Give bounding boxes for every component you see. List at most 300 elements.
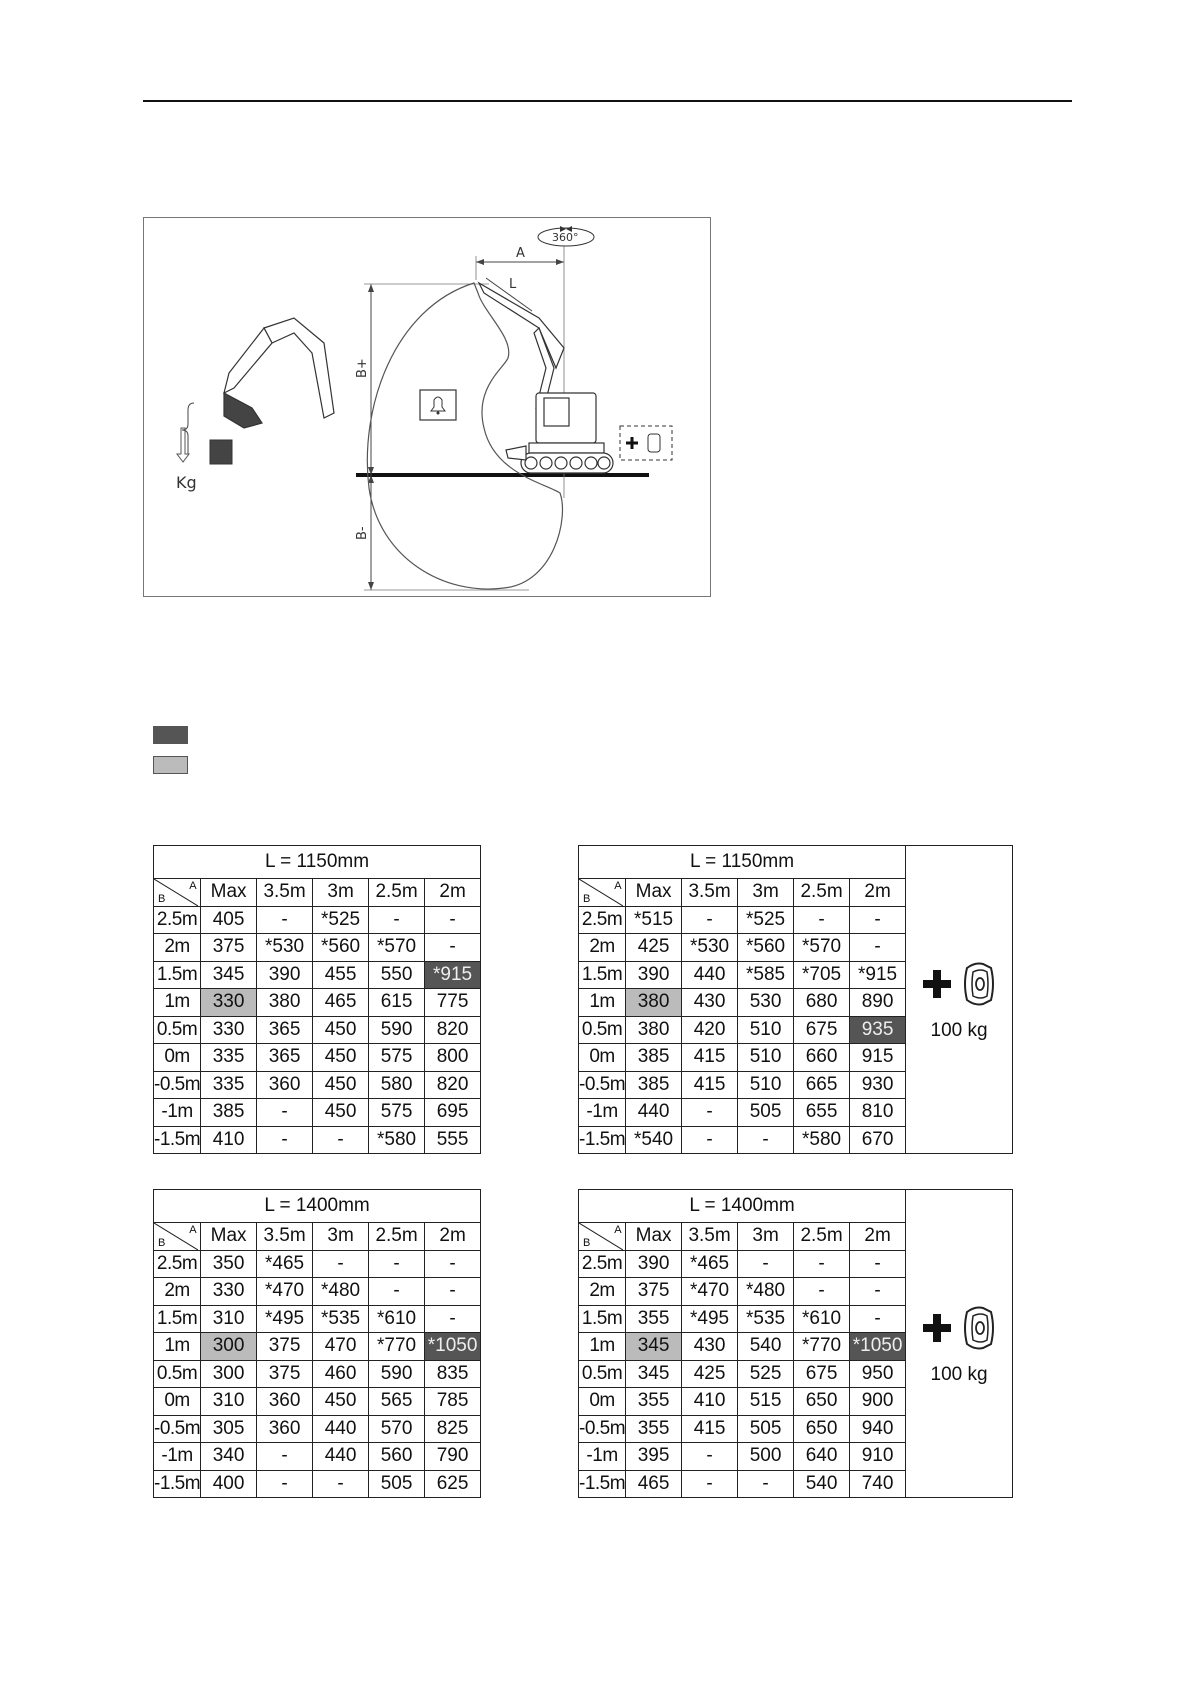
load-value-cell: *585 [738, 961, 794, 989]
load-value-cell: 615 [369, 989, 425, 1017]
load-value-cell: 390 [626, 1250, 682, 1278]
load-value-cell: 310 [201, 1305, 257, 1333]
load-value-cell: - [369, 906, 425, 934]
row-height-label: 2m [154, 1278, 201, 1306]
load-value-cell: 800 [425, 1044, 481, 1072]
load-value-cell: *525 [313, 906, 369, 934]
load-value-cell: 360 [257, 1415, 313, 1443]
load-value-cell: 450 [313, 1016, 369, 1044]
row-height-label: 0m [154, 1388, 201, 1416]
load-value-cell: *495 [257, 1305, 313, 1333]
load-value-cell: 510 [738, 1044, 794, 1072]
load-value-cell: 950 [850, 1360, 906, 1388]
load-value-cell: 360 [257, 1071, 313, 1099]
load-value-cell: 365 [257, 1016, 313, 1044]
load-value-cell: - [369, 1278, 425, 1306]
legend-dark-swatch [153, 726, 188, 744]
column-header: 2.5m [794, 1223, 850, 1251]
load-value-cell: - [850, 1278, 906, 1306]
row-height-label: -0.5m [154, 1071, 201, 1099]
load-value-cell: 450 [313, 1044, 369, 1072]
corner-a-label: A [614, 880, 622, 892]
load-value-cell: - [425, 1305, 481, 1333]
load-value-cell: 440 [313, 1415, 369, 1443]
excavator-lift-illustration [144, 218, 710, 596]
load-value-cell: 455 [313, 961, 369, 989]
table-row [154, 961, 481, 989]
row-height-label: -1m [579, 1443, 626, 1471]
load-value-cell: 415 [682, 1415, 738, 1443]
counterweight-cell [906, 1190, 1013, 1498]
load-value-cell: 525 [738, 1360, 794, 1388]
axis-corner-cell [579, 879, 626, 907]
column-header: 3m [313, 879, 369, 907]
load-value-cell: 505 [369, 1470, 425, 1498]
load-value-cell: 660 [794, 1044, 850, 1072]
load-value-cell: 425 [626, 934, 682, 962]
column-header: 3.5m [682, 879, 738, 907]
load-value-cell: *1050 [425, 1333, 481, 1361]
load-value-cell: - [850, 934, 906, 962]
load-value-cell: 565 [369, 1388, 425, 1416]
load-value-cell: 550 [369, 961, 425, 989]
table-title: L = 1150mm [154, 846, 481, 879]
load-value-cell: *530 [682, 934, 738, 962]
load-value-cell: 415 [682, 1071, 738, 1099]
table-row [154, 1278, 481, 1306]
load-value-cell: 375 [626, 1278, 682, 1306]
load-table-1150-counterweight [578, 845, 1013, 1154]
load-value-cell: - [738, 1126, 794, 1154]
load-value-cell: 665 [794, 1071, 850, 1099]
load-value-cell: 310 [201, 1388, 257, 1416]
load-value-cell: - [313, 1250, 369, 1278]
load-value-cell: 385 [201, 1099, 257, 1127]
load-value-cell: 380 [626, 1016, 682, 1044]
counterweight-weight: 100 kg [930, 1019, 988, 1041]
load-value-cell: 375 [257, 1333, 313, 1361]
row-height-label: 2.5m [154, 1250, 201, 1278]
load-value-cell: 510 [738, 1016, 794, 1044]
load-value-cell: 590 [369, 1360, 425, 1388]
load-value-cell: - [425, 1250, 481, 1278]
load-value-cell: - [257, 1126, 313, 1154]
load-value-cell: 910 [850, 1443, 906, 1471]
load-value-cell: - [682, 1470, 738, 1498]
load-value-cell: 470 [313, 1333, 369, 1361]
legend-light-swatch [153, 756, 188, 774]
counterweight-weight: 100 kg [930, 1363, 988, 1385]
table-row [154, 1388, 481, 1416]
dim-b-plus-label: B+ [355, 358, 370, 378]
load-value-cell: - [738, 1250, 794, 1278]
load-value-cell: *770 [794, 1333, 850, 1361]
load-unit-label: Kg [176, 473, 197, 492]
table-title: L = 1400mm [579, 1190, 906, 1223]
load-value-cell: 375 [201, 934, 257, 962]
load-value-cell: *610 [794, 1305, 850, 1333]
load-value-cell: 560 [369, 1443, 425, 1471]
lift-diagram [143, 217, 711, 597]
row-height-label: -0.5m [579, 1071, 626, 1099]
column-header: Max [201, 1223, 257, 1251]
load-value-cell: 575 [369, 1044, 425, 1072]
load-value-cell: 670 [850, 1126, 906, 1154]
row-height-label: -1.5m [579, 1470, 626, 1498]
load-value-cell: 510 [738, 1071, 794, 1099]
load-value-cell: 940 [850, 1415, 906, 1443]
table-row [154, 1470, 481, 1498]
table-row [154, 1305, 481, 1333]
row-height-label: 2m [154, 934, 201, 962]
row-height-label: 0m [579, 1044, 626, 1072]
column-header: 3m [313, 1223, 369, 1251]
load-value-cell: 415 [682, 1044, 738, 1072]
row-height-label: 2.5m [154, 906, 201, 934]
load-value-cell: 915 [850, 1044, 906, 1072]
load-value-cell: 440 [313, 1443, 369, 1471]
table-row [154, 1044, 481, 1072]
load-value-cell: *530 [257, 934, 313, 962]
load-value-cell: 330 [201, 1278, 257, 1306]
load-value-cell: - [425, 1278, 481, 1306]
row-height-label: 1.5m [154, 961, 201, 989]
load-value-cell: - [313, 1126, 369, 1154]
axis-corner-cell [154, 879, 201, 907]
row-height-label: 0.5m [579, 1360, 626, 1388]
load-table [153, 1189, 481, 1498]
table-row [154, 906, 481, 934]
column-header: 3.5m [682, 1223, 738, 1251]
load-value-cell: 440 [626, 1099, 682, 1127]
load-table [153, 845, 481, 1154]
load-value-cell: 385 [626, 1044, 682, 1072]
load-value-cell: 330 [201, 989, 257, 1017]
load-value-cell: 540 [794, 1470, 850, 1498]
load-value-cell: - [257, 1443, 313, 1471]
load-value-cell: *470 [257, 1278, 313, 1306]
bell-icon [420, 390, 456, 420]
load-value-cell: *480 [738, 1278, 794, 1306]
column-header: 3.5m [257, 1223, 313, 1251]
load-value-cell: *465 [682, 1250, 738, 1278]
load-value-cell: 820 [425, 1016, 481, 1044]
header-rule [143, 100, 1072, 102]
load-value-cell: 345 [626, 1360, 682, 1388]
load-value-cell: 530 [738, 989, 794, 1017]
column-header: Max [201, 879, 257, 907]
load-value-cell: 740 [850, 1470, 906, 1498]
column-header: 3m [738, 879, 794, 907]
svg-text:360°: 360° [552, 231, 579, 244]
load-value-cell: 540 [738, 1333, 794, 1361]
load-value-cell: *570 [794, 934, 850, 962]
row-height-label: -1m [154, 1443, 201, 1471]
load-value-cell: 505 [738, 1415, 794, 1443]
row-height-label: 1m [579, 989, 626, 1017]
load-value-cell: - [425, 906, 481, 934]
load-value-cell: 810 [850, 1099, 906, 1127]
load-value-cell: 395 [626, 1443, 682, 1471]
bucket-arm-illustration [224, 318, 334, 428]
corner-a-label: A [189, 1224, 197, 1236]
load-value-cell: 300 [201, 1360, 257, 1388]
load-value-cell: 460 [313, 1360, 369, 1388]
load-value-cell: 555 [425, 1126, 481, 1154]
load-value-cell: - [313, 1470, 369, 1498]
load-value-cell: 790 [425, 1443, 481, 1471]
reach-envelope [367, 283, 562, 589]
load-value-cell: - [794, 906, 850, 934]
load-value-cell: *480 [313, 1278, 369, 1306]
load-value-cell: 640 [794, 1443, 850, 1471]
load-value-cell: 340 [201, 1443, 257, 1471]
dim-l-label: L [509, 277, 517, 292]
table-row [154, 1443, 481, 1471]
load-value-cell: - [257, 906, 313, 934]
load-value-cell: - [369, 1250, 425, 1278]
load-value-cell: 695 [425, 1099, 481, 1127]
load-value-cell: 450 [313, 1099, 369, 1127]
load-value-cell: 590 [369, 1016, 425, 1044]
add-counterweight-icon [917, 1302, 1001, 1354]
row-height-label: 0.5m [579, 1016, 626, 1044]
load-value-cell: 575 [369, 1099, 425, 1127]
load-value-cell: - [794, 1250, 850, 1278]
corner-a-label: A [189, 880, 197, 892]
load-value-cell: 430 [682, 1333, 738, 1361]
load-value-cell: *470 [682, 1278, 738, 1306]
load-value-cell: - [257, 1470, 313, 1498]
load-value-cell: *1050 [850, 1333, 906, 1361]
load-value-cell: *535 [738, 1305, 794, 1333]
load-value-cell: - [425, 934, 481, 962]
load-value-cell: 580 [369, 1071, 425, 1099]
column-header: 3.5m [257, 879, 313, 907]
load-value-cell: 440 [682, 961, 738, 989]
column-header: 2m [850, 879, 906, 907]
load-value-cell: 375 [257, 1360, 313, 1388]
row-height-label: 1.5m [154, 1305, 201, 1333]
table-row [154, 1250, 481, 1278]
row-height-label: 1.5m [579, 1305, 626, 1333]
load-value-cell: - [850, 1250, 906, 1278]
load-value-cell: *580 [369, 1126, 425, 1154]
load-table [578, 845, 1013, 1154]
table-row [154, 934, 481, 962]
load-value-cell: *915 [850, 961, 906, 989]
load-value-cell: *580 [794, 1126, 850, 1154]
load-value-cell: 650 [794, 1388, 850, 1416]
row-height-label: 1m [579, 1333, 626, 1361]
excavator-side-view [479, 283, 613, 473]
load-value-cell: *515 [626, 906, 682, 934]
load-value-cell: 930 [850, 1071, 906, 1099]
load-value-cell: 675 [794, 1360, 850, 1388]
table-row [154, 989, 481, 1017]
load-value-cell: 680 [794, 989, 850, 1017]
row-height-label: 0m [579, 1388, 626, 1416]
column-header: 2m [425, 1223, 481, 1251]
load-value-cell: 625 [425, 1470, 481, 1498]
row-height-label: -0.5m [579, 1415, 626, 1443]
load-value-cell: 380 [626, 989, 682, 1017]
load-value-cell: 345 [626, 1333, 682, 1361]
load-block-icon [210, 440, 232, 464]
load-value-cell: 515 [738, 1388, 794, 1416]
load-value-cell: 405 [201, 906, 257, 934]
load-value-cell: 425 [682, 1360, 738, 1388]
row-height-label: 1.5m [579, 961, 626, 989]
load-value-cell: - [794, 1278, 850, 1306]
load-value-cell: 410 [682, 1388, 738, 1416]
load-value-cell: 355 [626, 1305, 682, 1333]
load-table [578, 1189, 1013, 1498]
load-value-cell: *465 [257, 1250, 313, 1278]
load-table-1150-standard [153, 845, 481, 1154]
row-height-label: -0.5m [154, 1415, 201, 1443]
load-value-cell: 430 [682, 989, 738, 1017]
corner-b-label: B [583, 892, 590, 905]
column-header: 2.5m [369, 1223, 425, 1251]
add-counterweight-icon [917, 958, 1001, 1010]
load-value-cell: 335 [201, 1044, 257, 1072]
dim-b-minus-label: B- [355, 526, 370, 540]
load-value-cell: 465 [313, 989, 369, 1017]
table-row [154, 1099, 481, 1127]
load-value-cell: 330 [201, 1016, 257, 1044]
load-value-cell: 505 [738, 1099, 794, 1127]
row-height-label: 2.5m [579, 906, 626, 934]
load-value-cell: - [257, 1099, 313, 1127]
load-value-cell: 420 [682, 1016, 738, 1044]
row-height-label: 2m [579, 934, 626, 962]
load-value-cell: 335 [201, 1071, 257, 1099]
load-value-cell: *610 [369, 1305, 425, 1333]
row-height-label: -1.5m [154, 1470, 201, 1498]
load-value-cell: *560 [313, 934, 369, 962]
load-value-cell: - [738, 1470, 794, 1498]
column-header: 2m [850, 1223, 906, 1251]
load-value-cell: *525 [738, 906, 794, 934]
axis-corner-cell [579, 1223, 626, 1251]
load-value-cell: 300 [201, 1333, 257, 1361]
load-value-cell: - [850, 906, 906, 934]
dim-a-label: A [516, 246, 525, 261]
row-height-label: -1.5m [579, 1126, 626, 1154]
load-value-cell: 400 [201, 1470, 257, 1498]
load-value-cell: 450 [313, 1071, 369, 1099]
column-header: 2.5m [794, 879, 850, 907]
counterweight-cell [906, 846, 1013, 1154]
table-row [154, 1126, 481, 1154]
load-value-cell: 385 [626, 1071, 682, 1099]
load-value-cell: *915 [425, 961, 481, 989]
table-title: L = 1400mm [154, 1190, 481, 1223]
column-header: 2.5m [369, 879, 425, 907]
load-value-cell: 355 [626, 1415, 682, 1443]
load-value-cell: 570 [369, 1415, 425, 1443]
load-value-cell: 360 [257, 1388, 313, 1416]
load-value-cell: 835 [425, 1360, 481, 1388]
table-row [154, 1333, 481, 1361]
load-value-cell: 410 [201, 1126, 257, 1154]
load-value-cell: *770 [369, 1333, 425, 1361]
load-value-cell: - [682, 906, 738, 934]
load-value-cell: 450 [313, 1388, 369, 1416]
column-header: 2m [425, 879, 481, 907]
column-header: Max [626, 1223, 682, 1251]
row-height-label: -1m [579, 1099, 626, 1127]
column-header: Max [626, 879, 682, 907]
load-value-cell: *560 [738, 934, 794, 962]
load-value-cell: 935 [850, 1016, 906, 1044]
load-value-cell: 675 [794, 1016, 850, 1044]
row-height-label: -1m [154, 1099, 201, 1127]
row-height-label: 1m [154, 1333, 201, 1361]
row-height-label: 0.5m [154, 1360, 201, 1388]
table-title: L = 1150mm [579, 846, 906, 879]
load-value-cell: 890 [850, 989, 906, 1017]
row-height-label: 2.5m [579, 1250, 626, 1278]
load-value-cell: *535 [313, 1305, 369, 1333]
axis-corner-cell [154, 1223, 201, 1251]
load-value-cell: 825 [425, 1415, 481, 1443]
load-table-1400-counterweight [578, 1189, 1013, 1498]
corner-a-label: A [614, 1224, 622, 1236]
load-value-cell: 775 [425, 989, 481, 1017]
load-value-cell: - [682, 1099, 738, 1127]
corner-b-label: B [158, 892, 165, 905]
row-height-label: 2m [579, 1278, 626, 1306]
load-value-cell: *705 [794, 961, 850, 989]
load-value-cell: - [682, 1126, 738, 1154]
load-value-cell: 380 [257, 989, 313, 1017]
load-value-cell: 305 [201, 1415, 257, 1443]
row-height-label: 0.5m [154, 1016, 201, 1044]
load-value-cell: 655 [794, 1099, 850, 1127]
load-value-cell: 355 [626, 1388, 682, 1416]
table-row [154, 1360, 481, 1388]
corner-b-label: B [158, 1236, 165, 1249]
load-value-cell: 390 [257, 961, 313, 989]
load-value-cell: 350 [201, 1250, 257, 1278]
load-value-cell: 820 [425, 1071, 481, 1099]
load-value-cell: - [682, 1443, 738, 1471]
load-value-cell: - [850, 1305, 906, 1333]
load-value-cell: *570 [369, 934, 425, 962]
row-height-label: 1m [154, 989, 201, 1017]
load-value-cell: 390 [626, 961, 682, 989]
load-table-1400-standard [153, 1189, 481, 1498]
load-value-cell: 785 [425, 1388, 481, 1416]
row-height-label: -1.5m [154, 1126, 201, 1154]
load-value-cell: 650 [794, 1415, 850, 1443]
load-value-cell: *495 [682, 1305, 738, 1333]
load-value-cell: 500 [738, 1443, 794, 1471]
load-value-cell: 365 [257, 1044, 313, 1072]
column-header: 3m [738, 1223, 794, 1251]
load-value-cell: 900 [850, 1388, 906, 1416]
table-row [154, 1071, 481, 1099]
load-value-cell: 345 [201, 961, 257, 989]
table-row [154, 1415, 481, 1443]
row-height-label: 0m [154, 1044, 201, 1072]
corner-b-label: B [583, 1236, 590, 1249]
load-value-cell: *540 [626, 1126, 682, 1154]
load-value-cell: 465 [626, 1470, 682, 1498]
table-row [154, 1016, 481, 1044]
